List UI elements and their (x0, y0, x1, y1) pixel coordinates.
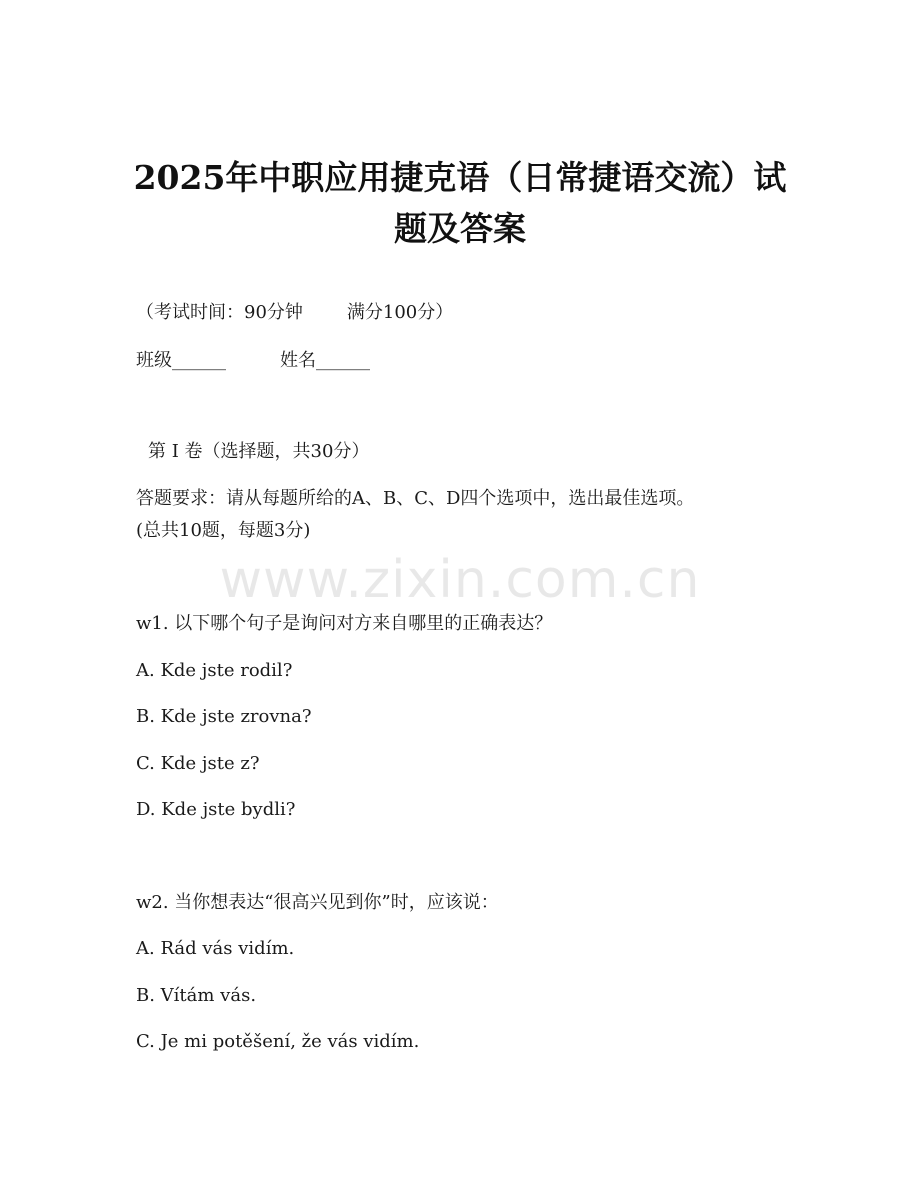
section-instruction-line-2: (总共10题，每题3分) (136, 520, 311, 541)
question-1-option-b: B. Kde jste zrovna? (136, 706, 312, 727)
watermark: www.zixin.com.cn (219, 550, 701, 610)
document-title-line-1: 2025年中职应用捷克语（日常捷语交流）试 (133, 158, 787, 197)
name-field: 姓名______ (280, 350, 370, 371)
exam-full-score: 满分100分） (346, 302, 454, 323)
question-1-option-d: D. Kde jste bydli? (136, 799, 296, 820)
question-1-stem: w1. 以下哪个句子是询问对方来自哪里的正确表达？ (136, 613, 553, 634)
question-2-option-b: B. Vítám vás. (136, 985, 257, 1006)
exam-meta (136, 300, 453, 326)
student-info (136, 348, 370, 374)
exam-time: （考试时间：90分钟 (136, 302, 303, 323)
question-2-option-c: C. Je mi potěšení, že vás vidím. (136, 1031, 420, 1052)
question-2-option-a: A. Rád vás vidím. (136, 938, 295, 959)
class-field: 班级______ (136, 350, 226, 371)
question-1-option-a: A. Kde jste rodil? (136, 660, 293, 681)
document-title-line-2: 题及答案 (394, 209, 526, 248)
section-heading: 第 I 卷（选择题，共30分） (148, 441, 370, 462)
question-2-stem: w2. 当你想表达“很高兴见到你”时，应该说： (136, 892, 499, 913)
question-1-option-c: C. Kde jste z? (136, 753, 260, 774)
section-instruction-line-1: 答题要求：请从每题所给的A、B、C、D四个选项中，选出最佳选项。 (136, 488, 695, 509)
